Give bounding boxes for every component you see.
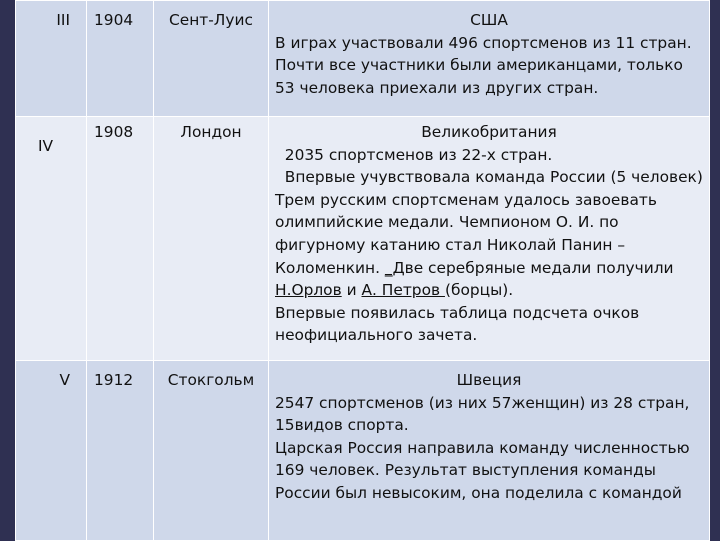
description-cell	[269, 117, 710, 361]
city: Сент-Луис	[169, 11, 253, 29]
year: 1912	[94, 371, 134, 389]
year-cell	[87, 117, 154, 361]
table-row	[16, 361, 710, 541]
country: Швеция	[456, 371, 522, 389]
table-row	[16, 117, 710, 361]
year: 1904	[94, 11, 134, 29]
games-number-cell	[16, 117, 87, 361]
city-cell	[154, 1, 269, 117]
athlete-link-petrov[interactable]: А. Петров	[361, 281, 445, 300]
games-number: IV	[38, 137, 54, 155]
olympic-games-table	[15, 0, 710, 541]
description-line: Впервые появилась таблица подсчета очков неофициального зачета.	[275, 303, 640, 345]
games-number: V	[59, 371, 70, 389]
games-number-cell	[16, 1, 87, 117]
description-line: 2547 спортсменов (из них 57женщин) из 28 стран, 15видов спорта.	[275, 393, 690, 435]
athlete-link-orlov[interactable]: Н.Орлов	[275, 281, 342, 300]
city-cell	[154, 117, 269, 361]
description-line: 2035 спортсменов из 22-х стран.	[275, 145, 553, 164]
description-cell	[269, 361, 710, 541]
text-fragment: Впервые учувствовала команда России (5 человек) Трем русским спортсменам удалось завоевать олимпийские медали. Чемпионом О. И. по фигурному катанию стал Николай Панин – Коломенкин.	[275, 168, 708, 277]
city: Лондон	[180, 123, 242, 141]
underlined-fragment: _Д	[384, 258, 405, 277]
text-fragment: (борцы).	[444, 281, 514, 300]
games-number: III	[56, 11, 70, 29]
city-cell	[154, 361, 269, 541]
table-row	[16, 1, 710, 117]
country: США	[470, 11, 508, 29]
games-number-cell	[16, 361, 87, 541]
description-line	[275, 166, 708, 302]
text-fragment: и	[341, 281, 362, 300]
slide-frame	[15, 0, 708, 540]
description-cell	[269, 1, 710, 117]
country: Великобритания	[421, 123, 557, 141]
year-cell	[87, 1, 154, 117]
description-line: Царская Россия направила команду численностью 169 человек. Результат выступления команды России был невысоким, она поделила с командой	[275, 438, 690, 502]
description-text: В играх участвовали 496 спортсменов из 11 стран. Почти все участники были американцами, только 53 человека приехали из других стран.	[275, 33, 692, 97]
year: 1908	[94, 123, 134, 141]
year-cell	[87, 361, 154, 541]
city: Стокгольм	[167, 371, 255, 389]
text-fragment: ве серебряные медали получили	[404, 258, 674, 277]
